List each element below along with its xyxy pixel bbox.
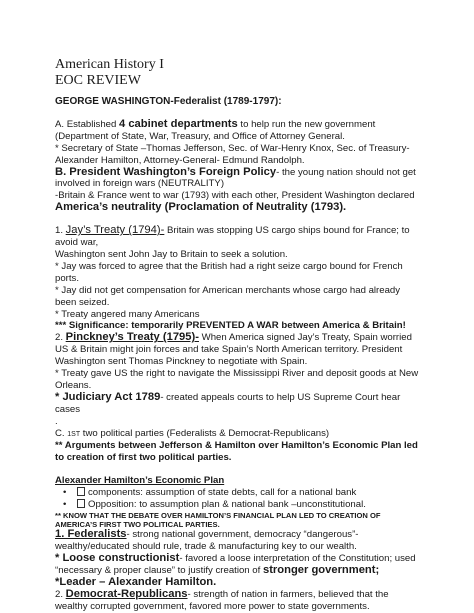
jays-treaty-line: * Jay did not get compensation for American merchants whose cargo had already been seized. [55,284,401,308]
treaty-title: Jay’s Treaty (1794)- [65,224,165,237]
list-item [77,499,420,511]
emphasis: * Judiciary Act 1789 [55,390,161,403]
arguments-note: ** Arguments between Jefferson & Hamilton over Hamilton’s Economic Plan led to creation of first two political parties. [55,440,418,464]
judiciary-act [55,392,420,416]
plan-list [55,487,420,511]
text: 2. [55,332,66,344]
jays-treaty-line: * Jay was forced to agree that the British had a right seize cargo bound for French ports. [55,260,403,284]
text: -Britain & France went to war (1793) with each other, President Washington declared [55,190,415,202]
text: Britain was stopping US cargo ships bound for France; to avoid war, [55,225,410,249]
democrat-republicans [55,589,420,613]
document-subtitle: EOC REVIEW [55,73,141,88]
party-title: 1. Federalists [55,528,127,541]
text: to help run the new government (Department of State, War, Treasury, and Office of Attorney General. [55,118,376,142]
text: - created appeals courts to help US Supreme Court hear cases [55,391,401,415]
pinckneys-treaty-line: * Treaty gave US the right to navigate the Mississippi River and deposit goods at New Orleans. [55,368,419,391]
emphasis: 4 cabinet departments [119,117,238,130]
text: 1. [55,225,66,237]
plan-title: Alexander Hamilton’s Economic Plan [55,475,225,487]
loose-constructionist [55,553,420,589]
text: - the young nation should not get involved in foreign wars (NEUTRALITY) [55,166,416,190]
jays-treaty-significance: *** Significance: temporarily PREVENTED A WAR between America & Britain! [55,320,406,332]
pinckneys-treaty [55,332,420,368]
emphasis: * Loose constructionist [55,552,180,565]
paragraph-a-cabinet: * Secretary of State –Thomas Jefferson, Sec. of War-Henry Knox, Sec. of Treasury-Alexander Hamilton, Attorney-General- Edmund Randolph. [55,142,410,166]
jays-treaty-line: Washington sent John Jay to Britain to seek a solution. [55,248,288,260]
text: When America signed Jay’s Treaty, Spain worried US & Britain might join forces and take Spain’s North American territory. President Washington sent Thomas Pinckney to negotiate with Spain. [55,332,412,368]
section-heading: GEORGE WASHINGTON-Federalist (1789-1797): [55,96,282,107]
jays-treaty-line: * Treaty angered many Americans [55,308,200,320]
jays-treaty [55,225,420,249]
paragraph-b-neutrality [55,190,420,214]
text: two political parties (Federalists & Democrat-Republicans) [80,427,330,439]
document-title: American History I [55,57,164,72]
checkbox-glyph-icon [77,499,85,508]
text: - strong national government, democracy “dangerous”- wealthy/educated should rule, trade & manufacturing key to our wealth. [55,529,359,553]
text: 2. [55,588,66,600]
text: C. [55,427,68,439]
paragraph-a [55,119,420,143]
text: - favored a loose interpretation of the Constitution; used “necessary & proper clause” to justify creation of [55,553,416,577]
emphasis: America’s neutrality (Proclamation of Neutrality (1793). [55,201,347,214]
document-body [55,96,420,613]
text: 1ST [67,430,81,438]
treaty-title: Pinckney’s Treaty (1795)- [65,331,199,344]
emphasis: stronger government; *Leader – Alexander Hamilton. [55,564,380,589]
party-title: Democrat-Republicans [65,587,188,600]
federalists [55,529,420,553]
paragraph-b [55,167,420,191]
text: - strength of nation in farmers, believed that the wealthy corrupted government, favored more power to state governments. [55,588,389,612]
list-item-text: components: assumption of state debts, call for a national bank [88,487,357,499]
list-item-text: Opposition: to assumption plan & national bank –unconstitutional. [88,499,366,511]
dot-line: . [55,415,58,427]
know-that-note: ** KNOW THAT THE DEBATE OVER HAMILTON’S FINANCIAL PLAN LED TO CREATION OF AMERICA’S FIRST TWO POLITICAL PARTIES. [55,511,381,530]
text: A. Established [55,118,119,130]
checkbox-glyph-icon [77,487,85,496]
list-item [77,487,420,499]
emphasis: B. President Washington’s Foreign Policy [55,165,277,178]
paragraph-c [55,428,420,441]
